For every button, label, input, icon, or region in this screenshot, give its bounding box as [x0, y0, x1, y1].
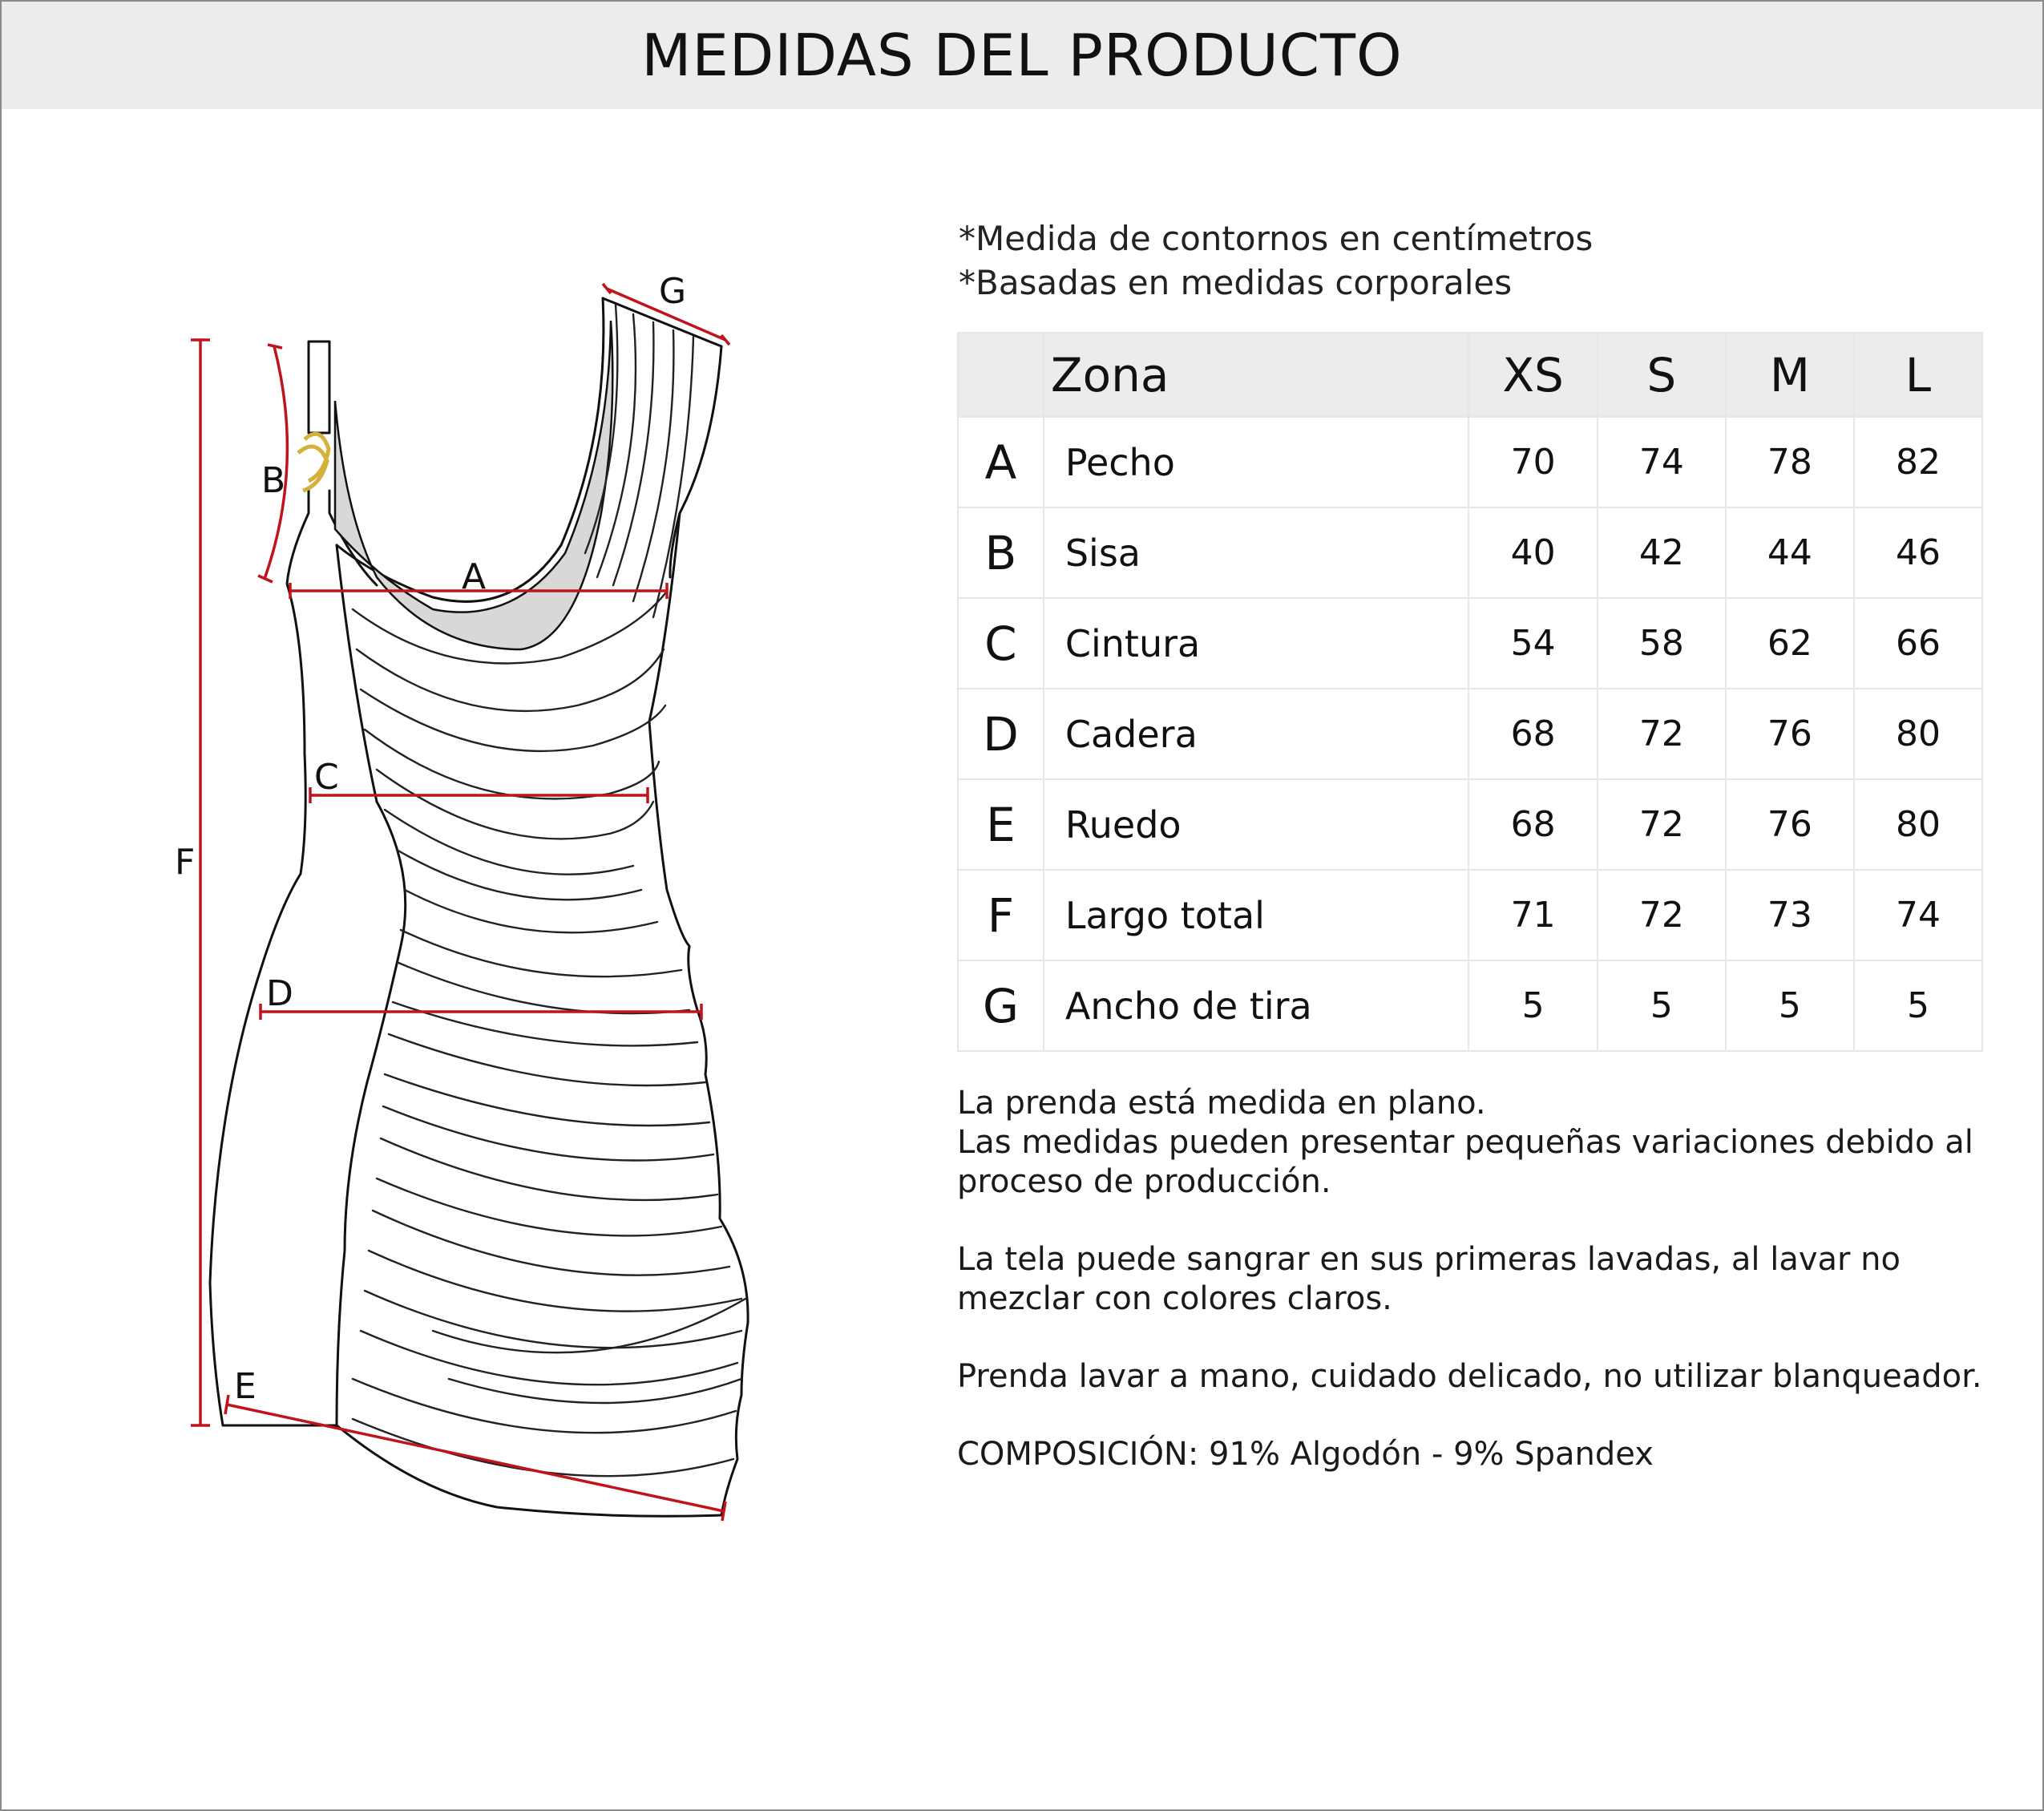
cell-m: 5	[1726, 960, 1854, 1051]
header-l: L	[1854, 333, 1982, 417]
table-row	[958, 598, 1982, 689]
header-letter	[958, 333, 1044, 417]
label-e: E	[234, 1366, 257, 1407]
header-zona: Zona	[1044, 333, 1469, 417]
row-letter: E	[958, 779, 1044, 870]
cell-xs: 54	[1468, 598, 1597, 689]
header-m: M	[1726, 333, 1854, 417]
label-d: D	[266, 973, 293, 1014]
header-s: S	[1598, 333, 1726, 417]
cell-xs: 40	[1468, 507, 1597, 598]
cell-s: 58	[1598, 598, 1726, 689]
label-g: G	[659, 271, 687, 312]
cell-l: 5	[1854, 960, 1982, 1051]
info-line: mezclar con colores claros.	[957, 1280, 1392, 1317]
cell-m: 62	[1726, 598, 1854, 689]
row-zone: Cadera	[1044, 689, 1469, 779]
row-letter: F	[958, 870, 1044, 960]
cell-m: 78	[1726, 417, 1854, 507]
page-title: MEDIDAS DEL PRODUCTO	[641, 22, 1403, 89]
inner-lining	[335, 321, 612, 649]
cell-xs: 70	[1468, 417, 1597, 507]
cell-xs: 68	[1468, 779, 1597, 870]
table-header-row	[958, 333, 1982, 417]
cell-xs: 71	[1468, 870, 1597, 960]
info-line: La prenda está medida en plano.	[957, 1085, 1486, 1122]
info-text	[957, 1084, 2023, 1513]
row-letter: A	[958, 417, 1044, 507]
cell-s: 42	[1598, 507, 1726, 598]
row-zone: Largo total	[1044, 870, 1469, 960]
row-letter: C	[958, 598, 1044, 689]
row-zone: Pecho	[1044, 417, 1469, 507]
table-row	[958, 507, 1982, 598]
cell-l: 82	[1854, 417, 1982, 507]
row-letter: D	[958, 689, 1044, 779]
cell-l: 74	[1854, 870, 1982, 960]
cell-l: 46	[1854, 507, 1982, 598]
table-row	[958, 960, 1982, 1051]
row-letter: B	[958, 507, 1044, 598]
info-color-bleed	[957, 1240, 2023, 1319]
cell-l: 80	[1854, 689, 1982, 779]
drape-folds	[353, 305, 745, 1476]
row-zone: Sisa	[1044, 507, 1469, 598]
table-row	[958, 689, 1982, 779]
cell-xs: 5	[1468, 960, 1597, 1051]
cell-l: 80	[1854, 779, 1982, 870]
row-zone: Ancho de tira	[1044, 960, 1469, 1051]
label-a: A	[462, 556, 487, 597]
size-table	[957, 332, 1983, 1052]
row-zone: Ruedo	[1044, 779, 1469, 870]
cell-l: 66	[1854, 598, 1982, 689]
cell-m: 76	[1726, 779, 1854, 870]
cell-s: 5	[1598, 960, 1726, 1051]
label-f: F	[175, 842, 196, 883]
note-contornos: *Medida de contornos en centímetros	[959, 219, 1594, 258]
gold-accent	[298, 434, 329, 491]
table-row	[958, 417, 1982, 507]
info-line: La tela puede sangrar en sus primeras lavadas, al lavar no	[957, 1241, 1901, 1278]
cell-m: 73	[1726, 870, 1854, 960]
header-xs: XS	[1468, 333, 1597, 417]
left-strap	[309, 342, 329, 433]
info-composition: COMPOSICIÓN: 91% Algodón - 9% Spandex	[957, 1436, 1654, 1473]
table-row	[958, 870, 1982, 960]
cell-s: 72	[1598, 779, 1726, 870]
note-basadas: *Basadas en medidas corporales	[959, 263, 1513, 302]
cell-m: 76	[1726, 689, 1854, 779]
row-letter: G	[958, 960, 1044, 1051]
cell-s: 72	[1598, 689, 1726, 779]
info-line: proceso de producción.	[957, 1163, 1331, 1200]
row-zone: Cintura	[1044, 598, 1469, 689]
cell-m: 44	[1726, 507, 1854, 598]
table-row	[958, 779, 1982, 870]
info-measured-flat	[957, 1084, 2023, 1202]
cell-s: 74	[1598, 417, 1726, 507]
notes	[959, 216, 1593, 305]
info-care: Prenda lavar a mano, cuidado delicado, no utilizar blanqueador.	[957, 1358, 1982, 1395]
label-c: C	[314, 757, 339, 798]
cell-xs: 68	[1468, 689, 1597, 779]
cell-s: 72	[1598, 870, 1726, 960]
dress-diagram	[0, 0, 922, 1811]
label-b: B	[261, 460, 286, 501]
info-line: Las medidas pueden presentar pequeñas variaciones debido al	[957, 1124, 1973, 1161]
